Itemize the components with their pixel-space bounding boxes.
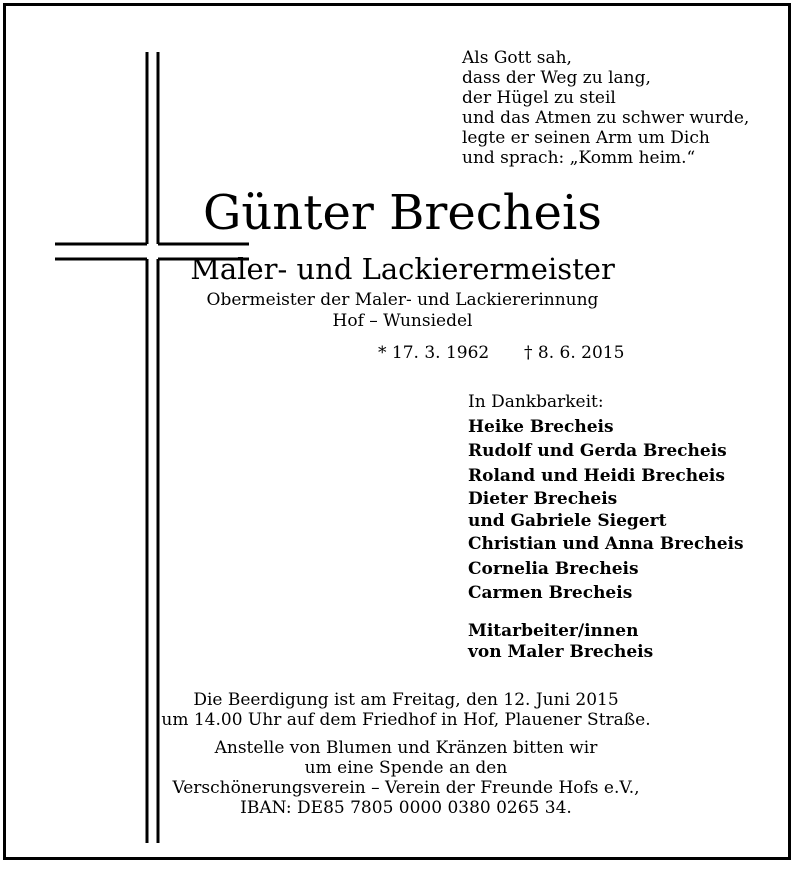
donation-line: Verschönerungsverein – Verein der Freunde Hofs e.V., <box>172 778 640 798</box>
poem-line: und sprach: „Komm heim.“ <box>462 148 696 168</box>
deceased-title <box>0 290 800 332</box>
mourner-name: Rudolf und Gerda Brecheis <box>468 441 727 461</box>
funeral-line: um 14.00 Uhr auf dem Friedhof in Hof, Plauener Straße. <box>161 710 651 730</box>
donation-line: Anstelle von Blumen und Kränzen bitten wir <box>214 738 598 758</box>
mourner-name: Carmen Brecheis <box>468 583 633 603</box>
mourner-name: Christian und Anna Brecheis <box>468 534 744 554</box>
birth-date: * 17. 3. 1962 <box>378 343 490 363</box>
poem-line: und das Atmen zu schwer wurde, <box>462 108 750 128</box>
poem-line: dass der Weg zu lang, <box>462 68 651 88</box>
mourner-name: Dieter Brecheis <box>468 489 618 509</box>
deceased-name: Günter Brecheis <box>203 185 602 241</box>
staff-line: Mitarbeiter/innen <box>468 621 639 641</box>
donation-line: IBAN: DE85 7805 0000 0380 0265 34. <box>240 798 572 818</box>
funeral-line: Die Beerdigung ist am Freitag, den 12. Juni 2015 <box>193 690 619 710</box>
poem <box>462 48 749 168</box>
staff-line: von Maler Brecheis <box>468 642 654 662</box>
title-line: Obermeister der Maler- und Lackiererinnung <box>206 290 599 310</box>
mourners-list <box>468 390 744 606</box>
mourner-name: Cornelia Brecheis <box>468 558 639 579</box>
title-line: Hof – Wunsiedel <box>332 311 473 331</box>
funeral-info <box>0 690 800 730</box>
poem-line: der Hügel zu steil <box>462 88 616 108</box>
mourners-intro: In Dankbarkeit: <box>468 392 604 412</box>
donation-info <box>0 738 800 818</box>
donation-line: um eine Spende an den <box>304 758 508 778</box>
mourner-name: Roland und Heidi Brecheis <box>468 465 725 486</box>
mourner-name: und Gabriele Siegert <box>468 511 667 531</box>
poem-line: Als Gott sah, <box>462 48 572 68</box>
poem-line: legte er seinen Arm um Dich <box>462 128 710 148</box>
mourner-name: Heike Brecheis <box>468 416 614 437</box>
staff-mourners <box>468 621 653 663</box>
death-date: † 8. 6. 2015 <box>524 343 625 363</box>
deceased-profession: Maler- und Lackierermeister <box>190 252 615 286</box>
